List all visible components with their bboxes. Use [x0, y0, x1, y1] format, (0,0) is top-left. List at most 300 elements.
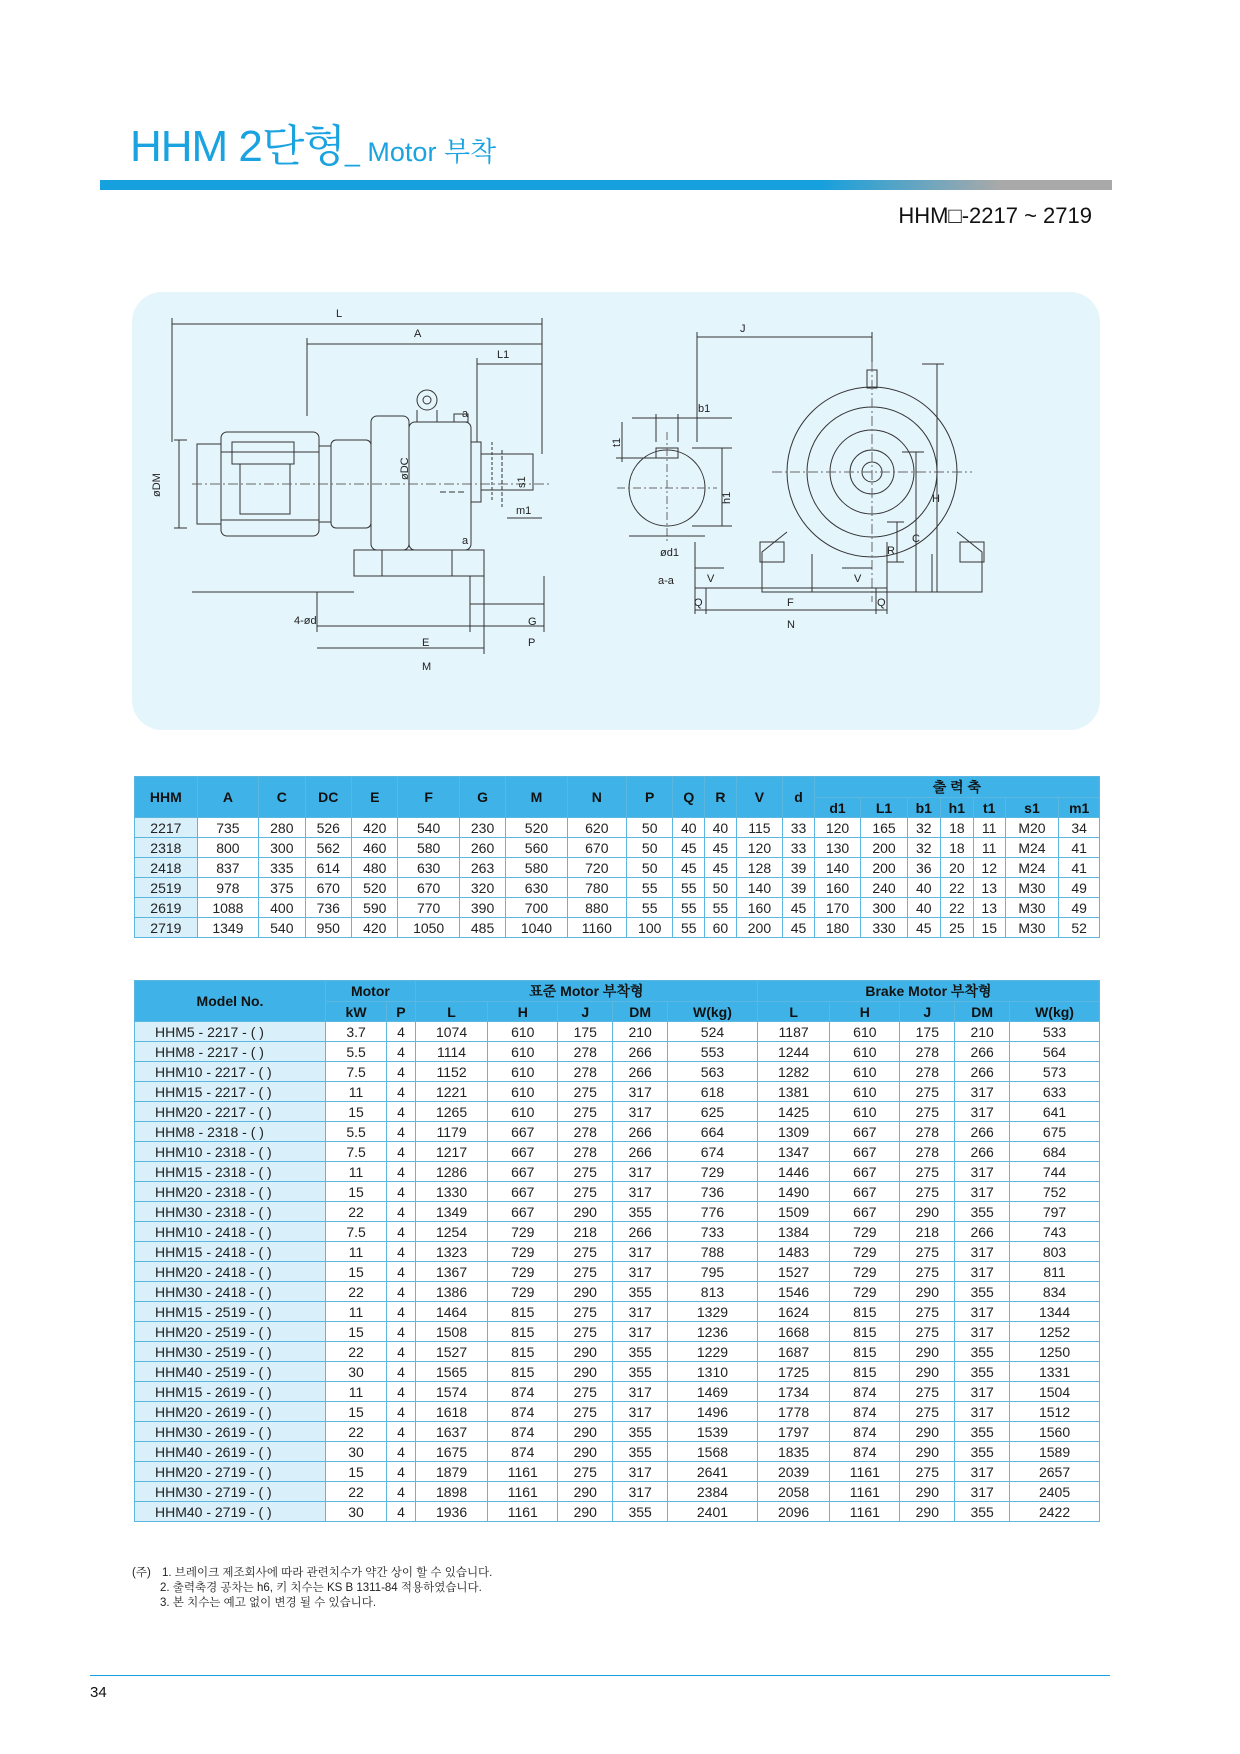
dims-cell: 2217: [135, 818, 198, 838]
model-cell: 874: [488, 1402, 558, 1422]
label-Q-left: Q: [694, 597, 703, 609]
model-no-cell: HHM20 - 2619 - ( ): [135, 1402, 326, 1422]
model-cell: 610: [830, 1022, 900, 1042]
model-cell: 355: [955, 1442, 1010, 1462]
model-cell: 1114: [415, 1042, 487, 1062]
model-no-cell: HHM20 - 2217 - ( ): [135, 1102, 326, 1122]
model-cell: 1282: [757, 1062, 829, 1082]
model-cell: 11: [326, 1242, 387, 1262]
model-subheader: kW: [326, 1002, 387, 1022]
model-no-cell: HHM30 - 2719 - ( ): [135, 1482, 326, 1502]
dims-cell: 1040: [506, 918, 567, 938]
model-no-cell: HHM20 - 2318 - ( ): [135, 1182, 326, 1202]
model-cell: 729: [488, 1262, 558, 1282]
model-cell: 2641: [668, 1462, 758, 1482]
model-cell: 1879: [415, 1462, 487, 1482]
model-cell: 1734: [757, 1382, 829, 1402]
model-cell: 275: [558, 1322, 613, 1342]
model-cell: 815: [488, 1362, 558, 1382]
model-cell: 1504: [1010, 1382, 1100, 1402]
dims-cell: 670: [567, 838, 626, 858]
model-no-cell: HHM10 - 2418 - ( ): [135, 1222, 326, 1242]
front-view: [695, 332, 984, 614]
dims-header-L1: L1: [861, 798, 907, 818]
model-cell: 278: [558, 1062, 613, 1082]
model-cell: 22: [326, 1202, 387, 1222]
model-cell: 15: [326, 1322, 387, 1342]
title-main: HHM 2단형: [130, 122, 345, 171]
model-cell: 290: [558, 1202, 613, 1222]
dimensions-table: [134, 776, 1100, 938]
model-cell: 275: [900, 1262, 955, 1282]
model-cell: 355: [955, 1422, 1010, 1442]
dims-cell: 12: [973, 858, 1005, 878]
model-cell: 815: [488, 1302, 558, 1322]
model-row: [135, 1142, 1100, 1162]
model-cell: 874: [488, 1382, 558, 1402]
dims-cell: 170: [814, 898, 860, 918]
model-cell: 1835: [757, 1442, 829, 1462]
dims-cell: 33: [783, 838, 815, 858]
model-no-cell: HHM10 - 2318 - ( ): [135, 1142, 326, 1162]
dims-header-hhm: HHM: [135, 777, 198, 818]
model-cell: 553: [668, 1042, 758, 1062]
dims-cell: 520: [506, 818, 567, 838]
model-cell: 733: [668, 1222, 758, 1242]
dims-cell: 50: [705, 878, 737, 898]
model-row: [135, 1182, 1100, 1202]
label-b1: b1: [698, 403, 711, 415]
model-cell: 1898: [415, 1482, 487, 1502]
model-cell: 1725: [757, 1362, 829, 1382]
model-row: [135, 1302, 1100, 1322]
dims-cell: 25: [940, 918, 973, 938]
model-cell: 290: [900, 1502, 955, 1522]
model-cell: 278: [900, 1142, 955, 1162]
dims-cell: 420: [352, 918, 398, 938]
note-2: 2. 출력축경 공차는 h6, 키 치수는 KS B 1311-84 적용하였습니다.: [160, 1582, 482, 1594]
model-cell: 1161: [830, 1502, 900, 1522]
model-subheader: W(kg): [668, 1002, 758, 1022]
dims-cell: 1088: [197, 898, 258, 918]
model-cell: 5.5: [326, 1122, 387, 1142]
label-V-left: V: [707, 573, 715, 585]
drawing-svg: [132, 292, 1100, 730]
model-row: [135, 1102, 1100, 1122]
label-F: F: [787, 597, 794, 609]
dims-cell: 140: [814, 858, 860, 878]
model-cell: 776: [668, 1202, 758, 1222]
model-subheader: L: [757, 1002, 829, 1022]
label-t1: t1: [611, 437, 623, 447]
model-cell: 4: [387, 1402, 416, 1422]
model-cell: 729: [488, 1222, 558, 1242]
technical-drawing: [132, 292, 1100, 730]
model-cell: 815: [830, 1362, 900, 1382]
model-cell: 667: [488, 1162, 558, 1182]
dims-header-N: N: [567, 777, 626, 818]
model-cell: 4: [387, 1182, 416, 1202]
model-no-cell: HHM8 - 2318 - ( ): [135, 1122, 326, 1142]
label-DM: øDM: [151, 473, 163, 497]
dims-cell: 45: [783, 898, 815, 918]
model-cell: 1675: [415, 1442, 487, 1462]
dims-cell: 736: [305, 898, 351, 918]
model-cell: 4: [387, 1202, 416, 1222]
dims-header-s1: s1: [1005, 798, 1059, 818]
dims-cell: 55: [673, 918, 705, 938]
model-cell: 1560: [1010, 1422, 1100, 1442]
model-cell: 874: [830, 1402, 900, 1422]
model-cell: 275: [900, 1182, 955, 1202]
model-cell: 610: [830, 1082, 900, 1102]
model-cell: 1323: [415, 1242, 487, 1262]
model-cell: 175: [558, 1022, 613, 1042]
model-no-cell: HHM15 - 2217 - ( ): [135, 1082, 326, 1102]
model-cell: 641: [1010, 1102, 1100, 1122]
model-cell: 275: [900, 1082, 955, 1102]
model-cell: 1229: [668, 1342, 758, 1362]
model-subheader: L: [415, 1002, 487, 1022]
model-cell: 610: [830, 1102, 900, 1122]
model-cell: 874: [488, 1442, 558, 1462]
title-sub: _ Motor 부착: [344, 137, 497, 167]
dims-cell: 49: [1059, 878, 1100, 898]
dims-cell: 1050: [398, 918, 459, 938]
model-cell: 815: [830, 1342, 900, 1362]
model-cell: 11: [326, 1082, 387, 1102]
output-shaft-header: 출 력 축: [814, 777, 1099, 798]
dims-cell: 55: [626, 878, 672, 898]
model-cell: 266: [613, 1062, 668, 1082]
model-cell: 1179: [415, 1122, 487, 1142]
model-cell: 1349: [415, 1202, 487, 1222]
dims-header-m1: m1: [1059, 798, 1100, 818]
dims-cell: 630: [506, 878, 567, 898]
model-cell: 1464: [415, 1302, 487, 1322]
model-cell: 317: [613, 1322, 668, 1342]
model-row: [135, 1022, 1100, 1042]
dims-cell: 1160: [567, 918, 626, 938]
model-cell: 4: [387, 1382, 416, 1402]
model-cell: 1527: [415, 1342, 487, 1362]
model-cell: 874: [830, 1422, 900, 1442]
note-3: 3. 본 치수는 예고 없이 변경 될 수 있습니다.: [160, 1597, 377, 1609]
model-cell: 610: [830, 1042, 900, 1062]
model-no-cell: HHM40 - 2719 - ( ): [135, 1502, 326, 1522]
dims-cell: 22: [940, 898, 973, 918]
dims-cell: 770: [398, 898, 459, 918]
model-no-cell: HHM8 - 2217 - ( ): [135, 1042, 326, 1062]
model-cell: 275: [558, 1182, 613, 1202]
model-row: [135, 1362, 1100, 1382]
dims-cell: 260: [459, 838, 505, 858]
dims-cell: 160: [736, 898, 782, 918]
model-cell: 4: [387, 1362, 416, 1382]
dims-cell: 526: [305, 818, 351, 838]
model-cell: 788: [668, 1242, 758, 1262]
model-row: [135, 1342, 1100, 1362]
label-m1: m1: [516, 505, 532, 517]
model-row: [135, 1122, 1100, 1142]
model-cell: 11: [326, 1382, 387, 1402]
dims-cell: 614: [305, 858, 351, 878]
model-row: [135, 1162, 1100, 1182]
model-cell: 275: [558, 1462, 613, 1482]
model-no-cell: HHM15 - 2318 - ( ): [135, 1162, 326, 1182]
model-cell: 1618: [415, 1402, 487, 1422]
dims-cell: 880: [567, 898, 626, 918]
model-cell: 4: [387, 1082, 416, 1102]
dims-cell: 34: [1059, 818, 1100, 838]
model-range: HHM□-2217 ~ 2719: [898, 203, 1092, 228]
model-cell: 1687: [757, 1342, 829, 1362]
model-row: [135, 1462, 1100, 1482]
model-cell: 290: [558, 1502, 613, 1522]
model-subheader: H: [488, 1002, 558, 1022]
model-no-cell: HHM15 - 2418 - ( ): [135, 1242, 326, 1262]
model-table: [134, 980, 1100, 1522]
model-cell: 1509: [757, 1202, 829, 1222]
label-aa: a-a: [658, 575, 674, 587]
dims-cell: 2719: [135, 918, 198, 938]
model-cell: 317: [613, 1242, 668, 1262]
model-cell: 1161: [830, 1482, 900, 1502]
model-cell: 290: [900, 1442, 955, 1462]
model-cell: 317: [613, 1382, 668, 1402]
model-cell: 22: [326, 1482, 387, 1502]
model-no-cell: HHM15 - 2519 - ( ): [135, 1302, 326, 1322]
dims-cell: 460: [352, 838, 398, 858]
dims-cell: M30: [1005, 898, 1059, 918]
model-cell: 266: [613, 1222, 668, 1242]
model-cell: 4: [387, 1322, 416, 1342]
dims-cell: 115: [736, 818, 782, 838]
model-cell: 675: [1010, 1122, 1100, 1142]
model-cell: 2657: [1010, 1462, 1100, 1482]
model-cell: 290: [558, 1442, 613, 1462]
model-cell: 1546: [757, 1282, 829, 1302]
model-subheader: DM: [955, 1002, 1010, 1022]
model-subheader: P: [387, 1002, 416, 1022]
model-no-cell: HHM40 - 2619 - ( ): [135, 1442, 326, 1462]
model-cell: 355: [613, 1422, 668, 1442]
dims-cell: M24: [1005, 858, 1059, 878]
model-cell: 1589: [1010, 1442, 1100, 1462]
dims-cell: 230: [459, 818, 505, 838]
model-cell: 618: [668, 1082, 758, 1102]
dims-cell: 45: [673, 838, 705, 858]
dims-cell: 300: [259, 838, 305, 858]
model-cell: 290: [900, 1422, 955, 1442]
dims-header-A: A: [197, 777, 258, 818]
model-cell: 317: [955, 1482, 1010, 1502]
model-cell: 30: [326, 1502, 387, 1522]
footer-rule: [90, 1675, 1110, 1676]
model-cell: 30: [326, 1362, 387, 1382]
model-cell: 317: [955, 1402, 1010, 1422]
dims-cell: 620: [567, 818, 626, 838]
model-cell: 317: [955, 1262, 1010, 1282]
dims-cell: 11: [973, 838, 1005, 858]
notes-prefix: (주): [132, 1567, 151, 1579]
model-cell: 1568: [668, 1442, 758, 1462]
model-cell: 317: [613, 1262, 668, 1282]
model-cell: 290: [558, 1422, 613, 1442]
model-no-cell: HHM30 - 2318 - ( ): [135, 1202, 326, 1222]
model-cell: 1483: [757, 1242, 829, 1262]
dims-header-M: M: [506, 777, 567, 818]
dims-cell: 1349: [197, 918, 258, 938]
model-cell: 355: [613, 1362, 668, 1382]
note-1: 1. 브레이크 제조회사에 따라 관련치수가 약간 상이 할 수 있습니다.: [161, 1567, 493, 1579]
dims-cell: 420: [352, 818, 398, 838]
model-cell: 1344: [1010, 1302, 1100, 1322]
model-cell: 355: [955, 1362, 1010, 1382]
model-cell: 355: [955, 1202, 1010, 1222]
dims-cell: 263: [459, 858, 505, 878]
dims-cell: 390: [459, 898, 505, 918]
model-cell: 667: [488, 1142, 558, 1162]
model-cell: 11: [326, 1302, 387, 1322]
dims-cell: 670: [305, 878, 351, 898]
model-cell: 317: [955, 1162, 1010, 1182]
model-cell: 1331: [1010, 1362, 1100, 1382]
model-cell: 275: [558, 1242, 613, 1262]
side-view: [172, 318, 552, 654]
dims-header-b1: b1: [907, 798, 940, 818]
model-cell: 30: [326, 1442, 387, 1462]
model-cell: 1624: [757, 1302, 829, 1322]
dims-header-d1: d1: [814, 798, 860, 818]
base-foot: [354, 550, 484, 576]
model-cell: 355: [613, 1202, 668, 1222]
model-cell: 1496: [668, 1402, 758, 1422]
model-cell: 275: [558, 1262, 613, 1282]
dims-cell: 735: [197, 818, 258, 838]
dims-cell: 2418: [135, 858, 198, 878]
model-cell: 1152: [415, 1062, 487, 1082]
dims-cell: 22: [940, 878, 973, 898]
model-cell: 275: [900, 1382, 955, 1402]
dims-header-h1: h1: [940, 798, 973, 818]
model-cell: 1329: [668, 1302, 758, 1322]
label-N: N: [787, 619, 795, 631]
dims-cell: 520: [352, 878, 398, 898]
model-cell: 1367: [415, 1262, 487, 1282]
dims-cell: 11: [973, 818, 1005, 838]
model-no-cell: HHM20 - 2418 - ( ): [135, 1262, 326, 1282]
dims-cell: 50: [626, 838, 672, 858]
model-cell: 815: [488, 1342, 558, 1362]
model-cell: 1250: [1010, 1342, 1100, 1362]
dims-cell: 670: [398, 878, 459, 898]
model-cell: 1637: [415, 1422, 487, 1442]
dims-cell: 18: [940, 838, 973, 858]
model-cell: 633: [1010, 1082, 1100, 1102]
model-cell: 317: [613, 1482, 668, 1502]
model-cell: 1286: [415, 1162, 487, 1182]
model-cell: 4: [387, 1022, 416, 1042]
model-cell: 317: [613, 1102, 668, 1122]
dims-cell: 18: [940, 818, 973, 838]
model-cell: 275: [558, 1382, 613, 1402]
label-Q-right: Q: [877, 597, 886, 609]
model-subheader: W(kg): [1010, 1002, 1100, 1022]
dims-cell: 400: [259, 898, 305, 918]
model-cell: 610: [488, 1102, 558, 1122]
dims-cell: 540: [398, 818, 459, 838]
dims-cell: 2619: [135, 898, 198, 918]
model-cell: 266: [955, 1142, 1010, 1162]
dims-cell: 15: [973, 918, 1005, 938]
dims-cell: 45: [705, 838, 737, 858]
model-cell: 355: [955, 1502, 1010, 1522]
model-cell: 275: [900, 1162, 955, 1182]
model-cell: 834: [1010, 1282, 1100, 1302]
model-cell: 813: [668, 1282, 758, 1302]
model-cell: 275: [900, 1462, 955, 1482]
model-no-header: Model No.: [135, 981, 326, 1022]
dims-cell: 13: [973, 898, 1005, 918]
model-row: [135, 1382, 1100, 1402]
dims-cell: M30: [1005, 918, 1059, 938]
model-cell: 210: [955, 1022, 1010, 1042]
dims-cell: 700: [506, 898, 567, 918]
model-cell: 7.5: [326, 1062, 387, 1082]
dims-cell: 32: [907, 838, 940, 858]
model-cell: 4: [387, 1122, 416, 1142]
model-cell: 278: [900, 1122, 955, 1142]
dims-cell: 55: [705, 898, 737, 918]
model-cell: 317: [613, 1082, 668, 1102]
label-H: H: [932, 493, 940, 505]
model-no-cell: HHM5 - 2217 - ( ): [135, 1022, 326, 1042]
model-cell: 355: [613, 1442, 668, 1462]
dims-cell: 300: [861, 898, 907, 918]
model-cell: 4: [387, 1062, 416, 1082]
dims-cell: 50: [626, 858, 672, 878]
model-cell: 1490: [757, 1182, 829, 1202]
model-row: [135, 1402, 1100, 1422]
model-cell: 729: [830, 1222, 900, 1242]
model-cell: 1310: [668, 1362, 758, 1382]
dims-cell: 2318: [135, 838, 198, 858]
model-cell: 1330: [415, 1182, 487, 1202]
dims-cell: 13: [973, 878, 1005, 898]
model-cell: 625: [668, 1102, 758, 1122]
model-cell: 2039: [757, 1462, 829, 1482]
dims-header-C: C: [259, 777, 305, 818]
model-no-cell: HHM20 - 2719 - ( ): [135, 1462, 326, 1482]
dims-cell: 41: [1059, 838, 1100, 858]
dims-cell: 130: [814, 838, 860, 858]
dims-row: [135, 898, 1100, 918]
model-cell: 317: [613, 1182, 668, 1202]
label-4d: 4-ød: [294, 615, 317, 627]
model-cell: 729: [830, 1262, 900, 1282]
reducer-stage-2: [409, 422, 471, 550]
model-cell: 275: [558, 1402, 613, 1422]
model-cell: 664: [668, 1122, 758, 1142]
dims-header-t1: t1: [973, 798, 1005, 818]
model-cell: 874: [830, 1442, 900, 1462]
model-cell: 2422: [1010, 1502, 1100, 1522]
dims-cell: 40: [907, 878, 940, 898]
model-cell: 1936: [415, 1502, 487, 1522]
model-cell: 290: [900, 1342, 955, 1362]
model-cell: 266: [613, 1142, 668, 1162]
